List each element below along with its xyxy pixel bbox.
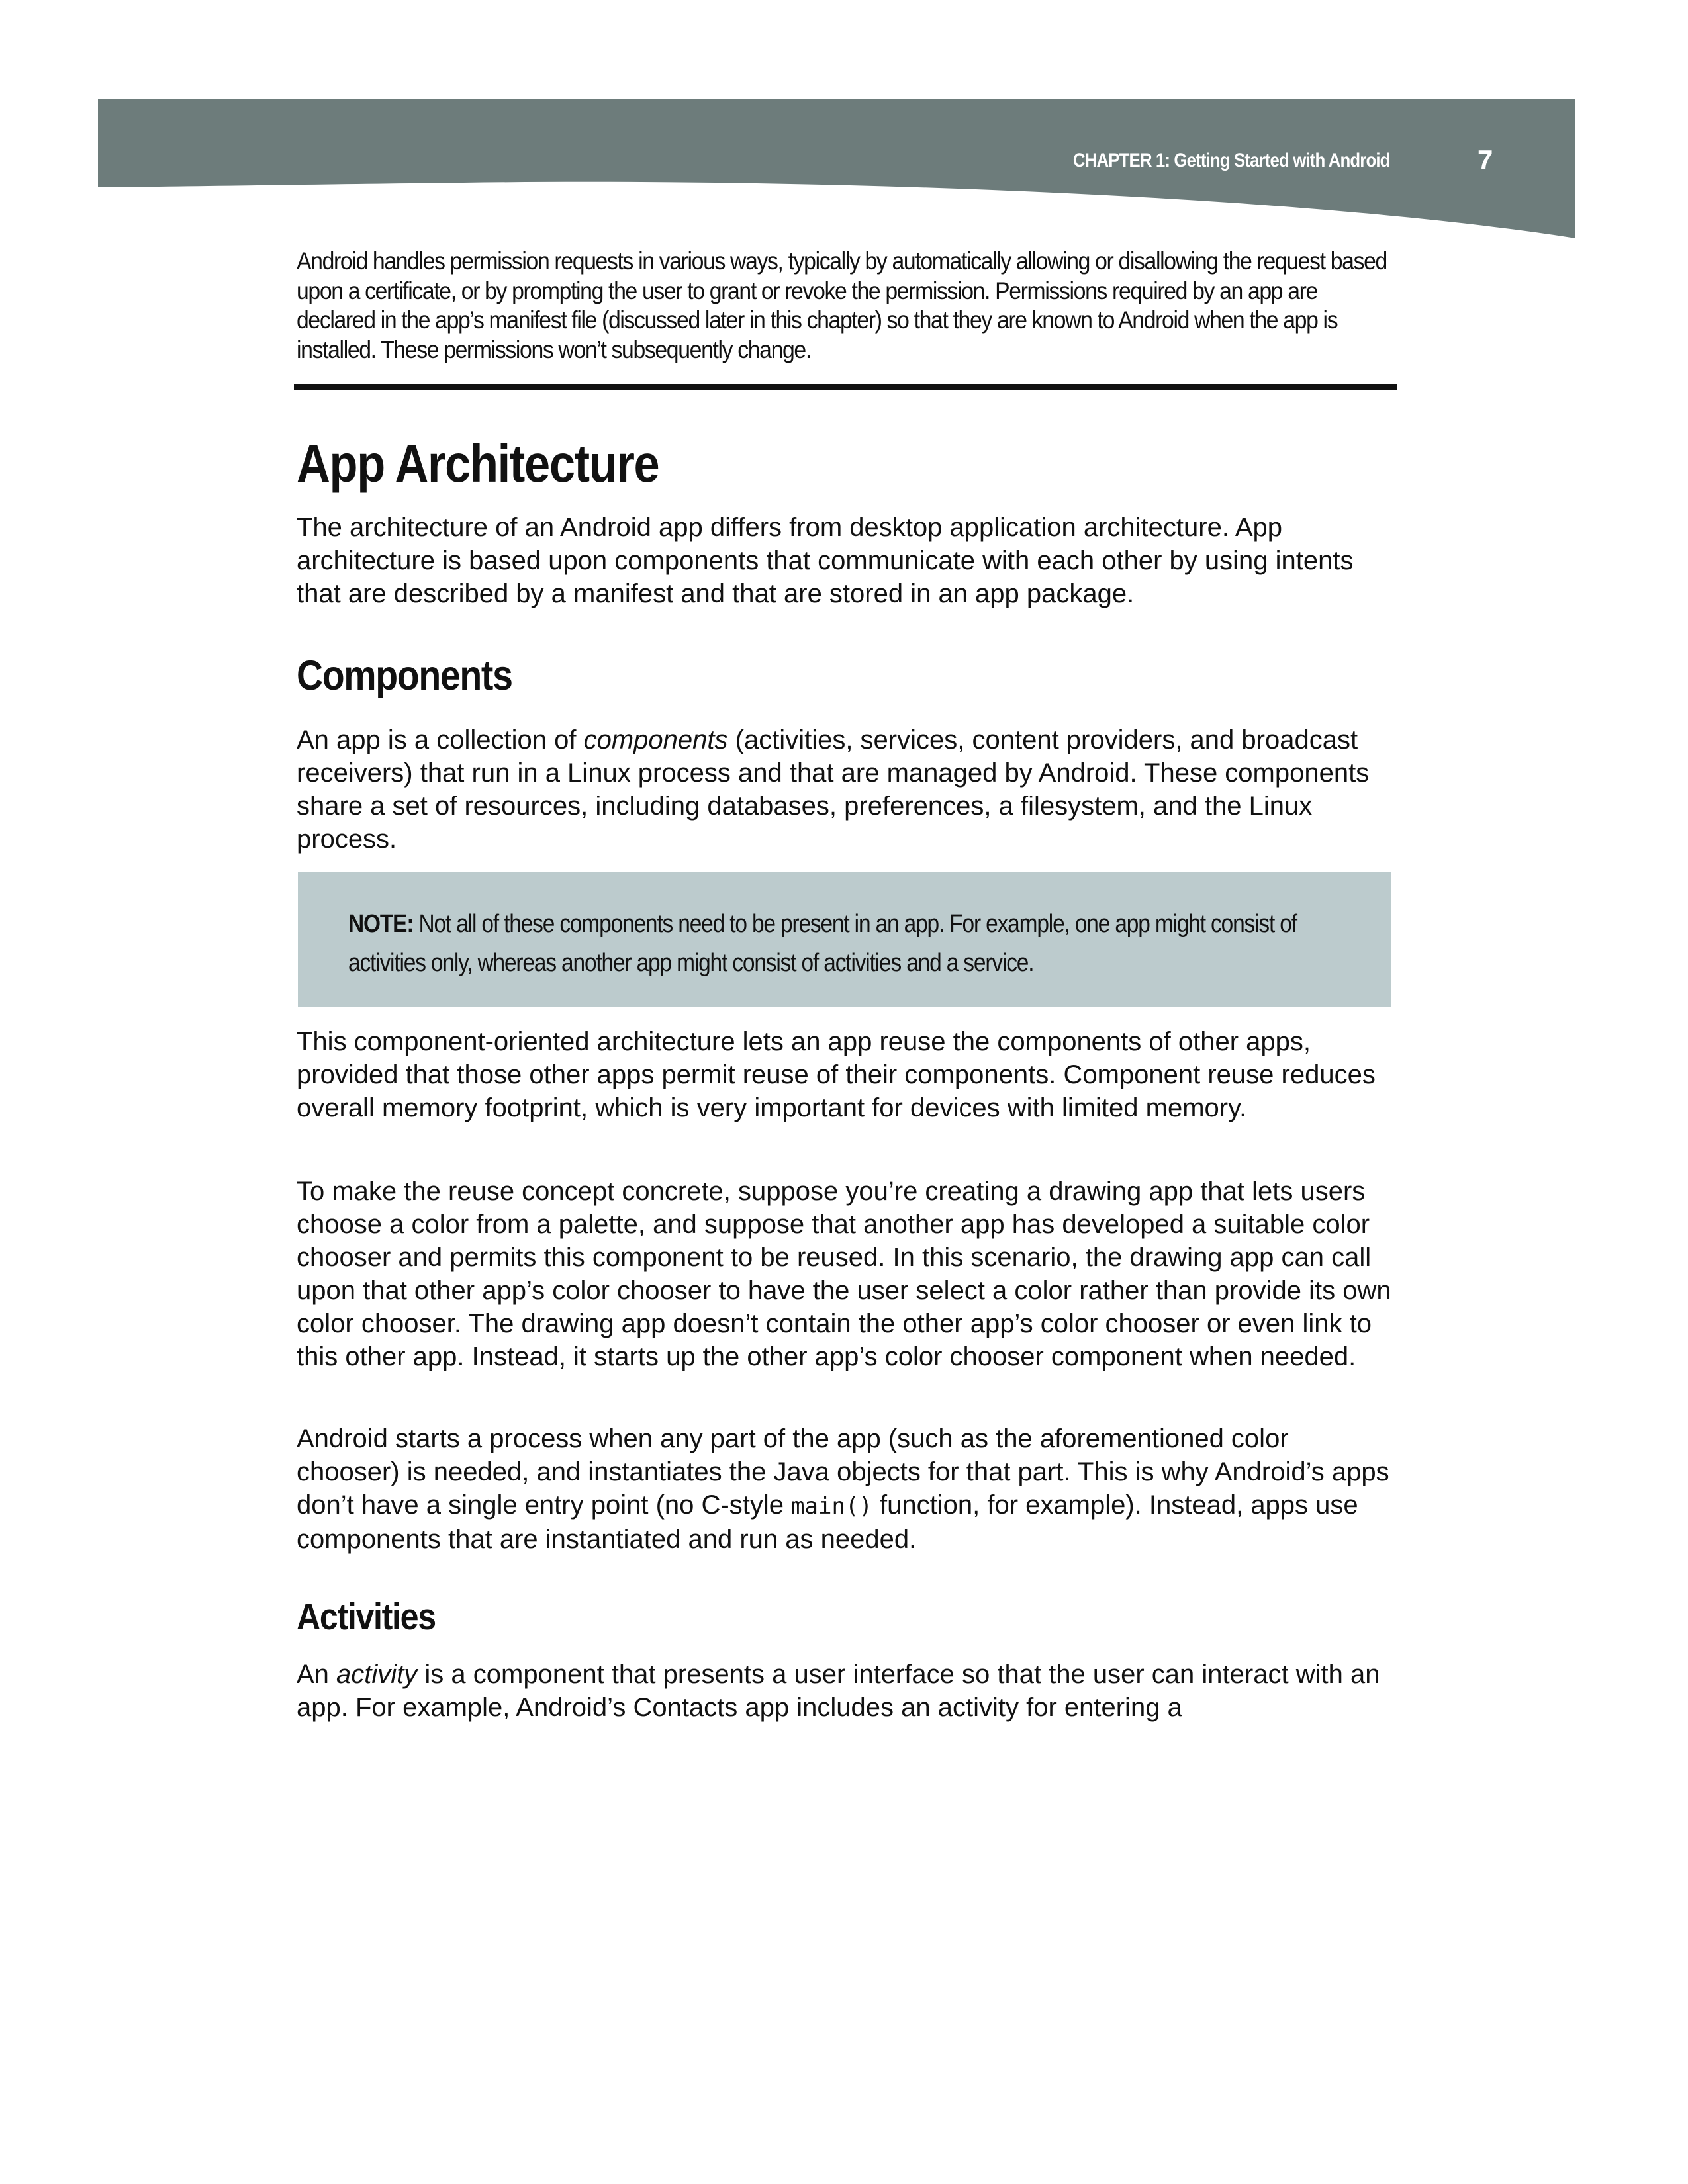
activities-p-text-a: An: [297, 1660, 337, 1689]
activities-paragraph: [297, 1658, 1395, 1724]
heading-app-architecture: App Architecture: [297, 434, 659, 493]
process-p-text-b: function, for example). Instead, apps use components that are instantiated and run as needed.: [297, 1490, 1358, 1554]
color-chooser-example-paragraph: To make the reuse concept concrete, suppose you’re creating a drawing app that lets users choose a color from a palette, and suppose that another app has developed a suitable color chooser and permits this component to be reused. In this scenario, the drawing app can call upon that other app’s color chooser to have the user select a color rather than provide its own color chooser. The drawing app doesn’t contain the other app’s color chooser or even link to this other app. Instead, it starts up the other app’s color chooser component when needed.: [297, 1177, 1391, 1371]
note-text: [348, 905, 1327, 983]
note-callout-box: [298, 872, 1391, 1007]
heading-activities: Activities: [297, 1596, 436, 1638]
components-term-italic: components: [583, 725, 728, 754]
process-start-paragraph: [297, 1422, 1395, 1556]
components-p1-text-a: An app is a collection of: [297, 725, 584, 754]
heading-components: Components: [297, 653, 512, 699]
process-p-text-a: Android starts a process when any part of the app (such as the aforementioned color chooser) is needed, and instantiates the Java objects for that part. This is why Android’s apps don’t have a single entry point (no C-style: [297, 1424, 1389, 1520]
activities-p-text-b: is a component that presents a user interface so that the user can interact with an app. For example, Android’s Contacts app includes an activity for entering a: [297, 1660, 1380, 1722]
chapter-header-band: [0, 0, 1688, 265]
page-number: 7: [1477, 144, 1493, 175]
main-function-code: main(): [791, 1493, 872, 1520]
running-header-chapter-title: CHAPTER 1: Getting Started with Android: [1073, 150, 1390, 171]
components-paragraph-1: [297, 723, 1395, 856]
components-p1-text-b: (activities, services, content providers, and broadcast receivers) that run in a Linux process and that are managed by Android. These components share a set of resources, including databases, preferences, a filesystem, and the Linux process.: [297, 725, 1370, 854]
app-architecture-paragraph: The architecture of an Android app differs from desktop application architecture. App architecture is based upon components that communicate with each other by using intents that are described by a manifest and that are stored in an app package.: [297, 513, 1354, 608]
note-label: NOTE:: [348, 910, 414, 938]
note-body: Not all of these components need to be present in an app. For example, one app might consist of activities only, whereas another app might consist of activities and a service.: [348, 910, 1297, 977]
permissions-intro-paragraph: Android handles permission requests in various ways, typically by automatically allowing or disallowing the request based upon a certificate, or by prompting the user to grant or revoke the permission. Permissions required by an app are declared in the app’s manifest file (discussed later in this chapter) so that they are known to Android when the app is installed. These permissions won’t subsequently change.: [297, 247, 1387, 363]
section-divider-rule: [294, 384, 1397, 390]
component-reuse-paragraph: This component-oriented architecture lets an app reuse the components of other apps, provided that those other apps permit reuse of their components. Component reuse reduces overall memory footprint, which is very important for devices with limited memory.: [297, 1027, 1376, 1122]
activity-term-italic: activity: [336, 1660, 418, 1689]
